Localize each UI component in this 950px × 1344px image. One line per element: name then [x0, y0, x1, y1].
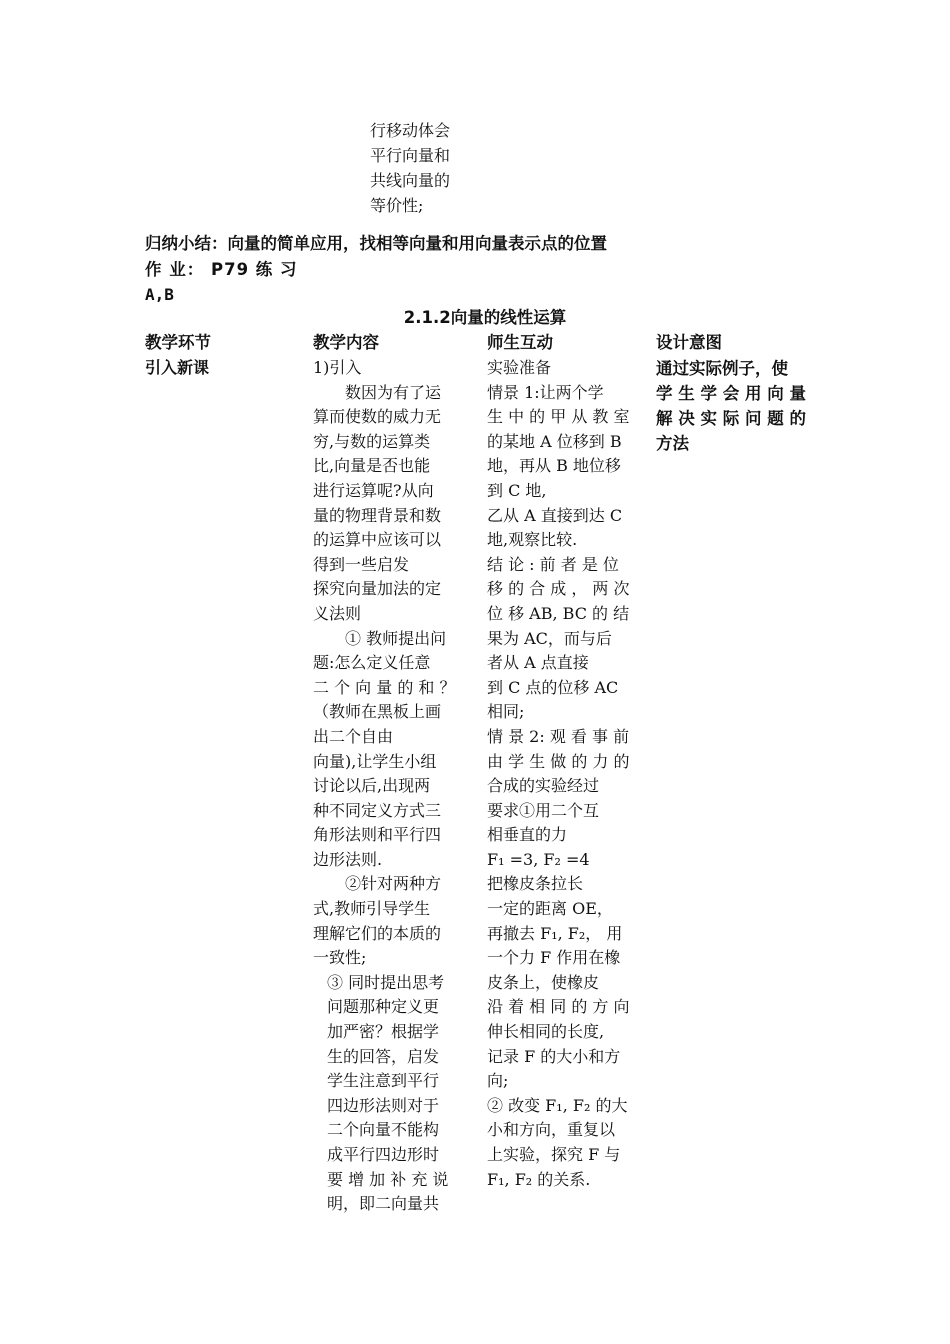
continuation-line: 共线向量的 [370, 171, 451, 190]
content-line: 出二个自由 [313, 726, 394, 746]
interaction-line: 情 景 2: 观 看 事 前 [487, 726, 630, 746]
content-line: 得到一些启发 [313, 554, 410, 574]
interaction-line: 实验准备 [487, 358, 552, 377]
continuation-line: 平行向量和 [370, 146, 451, 165]
interaction-line: 的某地 A 位移到 B [487, 431, 622, 451]
interaction-line: 果为 AC，而与后 [487, 628, 612, 648]
interaction-line: 相同; [487, 702, 525, 722]
interaction-line: 上实验，探究 F 与 [487, 1145, 621, 1164]
interaction-line: 一个力 F 作用在橡 [487, 948, 621, 968]
header-intent: 设计意图 [656, 333, 722, 352]
content-line: 理解它们的本质的 [313, 923, 442, 943]
content-line: （教师在黑板上画 [313, 702, 442, 722]
content-line: 向量),让学生小组 [313, 751, 437, 771]
interaction-line: 结 论 : 前 者 是 位 [487, 554, 619, 574]
interaction-line: ② 改变 F₁, F₂ 的大 [487, 1095, 628, 1115]
content-line: ① 教师提出问 [345, 628, 447, 648]
interaction-line: 者从 A 点直接 [487, 653, 589, 673]
interaction-line: 合成的实验经过 [487, 776, 600, 796]
summary-line: 归纳小结：向量的简单应用，找相等向量和用向量表示点的位置 [145, 234, 607, 253]
intent-line: 通过实际例子，使 [656, 359, 788, 378]
content-line: ②针对两种方 [345, 874, 442, 894]
content-line: 四边形法则对于 [327, 1095, 440, 1115]
homework-items: A,B [145, 285, 174, 304]
content-line: 二 个 向 量 的 和 ？ [313, 677, 456, 697]
continuation-line: 行移动体会 [370, 121, 451, 140]
intent-cell [656, 356, 811, 456]
interaction-line: 皮条上，使橡皮 [487, 972, 600, 992]
content-line: ③ 同时提出思考 [327, 972, 445, 992]
content-line: 式,教师引导学生 [313, 899, 431, 919]
interaction-line: F₁, F₂ 的关系. [487, 1169, 591, 1189]
continuation-line: 等价性; [370, 196, 424, 215]
interaction-line: 要求①用二个互 [487, 800, 600, 820]
content-line: 生的回答，启发 [327, 1046, 440, 1066]
content-line: 边形法则. [313, 849, 383, 869]
content-line: 二个向量不能构 [327, 1120, 440, 1140]
interaction-line: 相垂直的力 [487, 825, 568, 845]
interaction-line: 再撤去 F₁, F₂， 用 [487, 923, 623, 943]
header-interaction: 师生互动 [487, 333, 553, 352]
content-line: 量的物理背景和数 [313, 505, 442, 525]
interaction-line: 向; [487, 1071, 509, 1091]
content-cell [313, 356, 471, 1217]
interaction-line: 由 学 生 做 的 力 的 [487, 751, 630, 771]
content-line: 一致性; [313, 948, 367, 968]
content-line: 角形法则和平行四 [313, 825, 442, 845]
stage-cell: 引入新课 [145, 358, 210, 377]
interaction-line: 把橡皮条拉长 [487, 874, 584, 894]
section-title: 2.1.2向量的线性运算 [403, 308, 567, 327]
content-line: 穷,与数的运算类 [313, 431, 431, 451]
content-line: 比,向量是否也能 [313, 456, 431, 476]
intent-line: 学 生 学 会 用 向 量 [656, 384, 806, 403]
interaction-line: 到 C 地, [487, 480, 547, 500]
interaction-line: 情景 1:让两个学 [487, 382, 604, 402]
continuation-text [370, 118, 470, 218]
interaction-line: F₁ =3, F₂ =4 [487, 849, 590, 869]
content-line: 题:怎么定义任意 [313, 653, 431, 673]
content-line: 要 增 加 补 充 说 [327, 1169, 449, 1189]
content-line: 1)引入 [313, 358, 362, 377]
interaction-cell [487, 356, 642, 1192]
interaction-line: 沿 着 相 同 的 方 向 [487, 997, 630, 1017]
content-line: 明，即二向量共 [327, 1194, 440, 1214]
content-line: 成平行四边形时 [327, 1145, 440, 1164]
content-line: 义法则 [313, 603, 362, 623]
interaction-line: 记录 F 的大小和方 [487, 1046, 621, 1066]
interaction-line: 小和方向，重复以 [487, 1120, 616, 1140]
content-line: 探究向量加法的定 [313, 579, 442, 599]
content-line: 讨论以后,出现两 [313, 776, 431, 796]
interaction-line: 到 C 点的位移 AC [487, 677, 619, 697]
content-line: 的运算中应该可以 [313, 530, 442, 550]
intent-line: 解 决 实 际 问 题 的 [656, 409, 806, 428]
content-line: 问题那种定义更 [327, 997, 440, 1017]
homework-line: 作 业： P79 练 习 [145, 260, 298, 279]
intent-line: 方法 [656, 434, 689, 453]
interaction-line: 地,观察比较. [487, 530, 578, 550]
header-content: 教学内容 [313, 333, 379, 352]
interaction-line: 位 移 AB, BC 的 结 [487, 603, 630, 623]
content-line: 学生注意到平行 [327, 1071, 440, 1091]
interaction-line: 移 的 合 成 ， 两 次 [487, 579, 630, 599]
interaction-line: 伸长相同的长度, [487, 1022, 605, 1042]
content-line: 进行运算呢?从向 [313, 480, 434, 500]
interaction-line: 生 中 的 甲 从 教 室 [487, 407, 630, 427]
interaction-line: 地，再从 B 地位移 [487, 456, 621, 476]
header-stage: 教学环节 [145, 333, 211, 352]
content-line: 数因为有了运 [345, 382, 442, 402]
interaction-line: 一定的距离 OE， [487, 899, 613, 919]
interaction-line: 乙从 A 直接到达 C [487, 505, 623, 525]
content-line: 种不同定义方式三 [313, 800, 442, 820]
content-line: 算而使数的威力无 [313, 407, 442, 427]
content-line: 加严密？根据学 [327, 1022, 440, 1042]
